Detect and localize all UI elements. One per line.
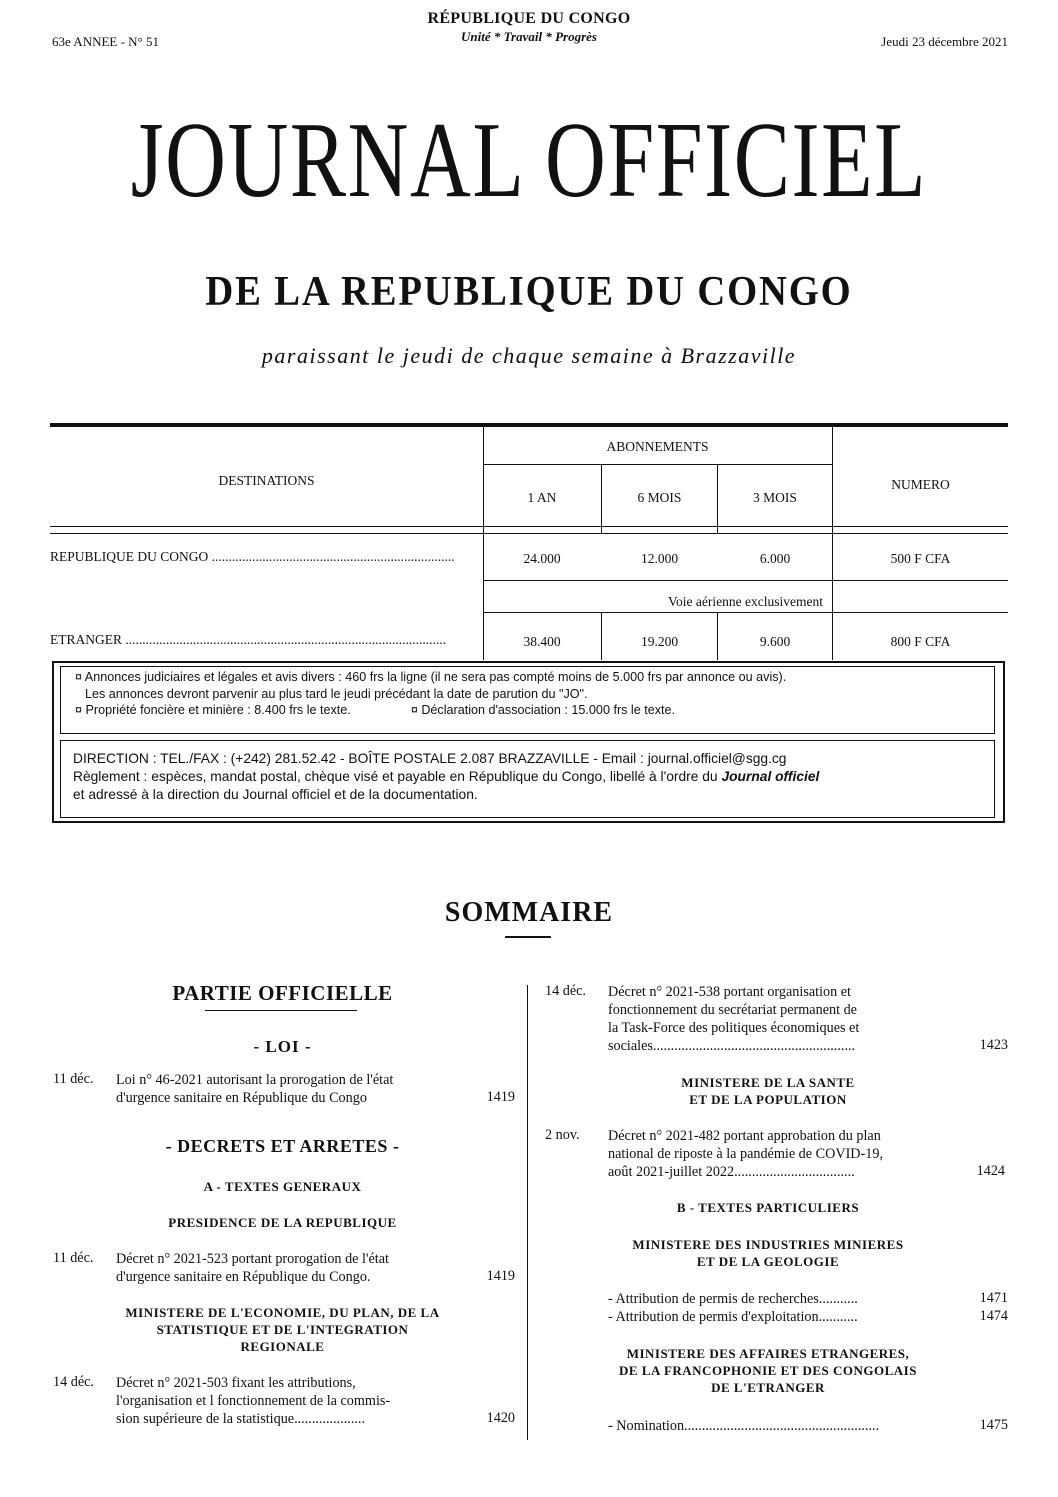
price-congo-numero: 500 F CFA	[890, 551, 951, 566]
loi-page: 1419	[486, 1089, 515, 1105]
air-note: Voie aérienne exclusivement	[668, 594, 823, 609]
price-congo-6mois: 12.000	[640, 551, 679, 566]
period-3mois: 3 MOIS	[753, 490, 797, 505]
period-1an: 1 AN	[527, 490, 557, 505]
r1-page: 1423	[979, 1037, 1008, 1053]
price-etranger-1an: 38.400	[523, 634, 561, 649]
r1-date: 14 déc.	[545, 983, 586, 999]
presidence-heading: PRESIDENCE DE LA REPUBLIQUE	[168, 1215, 397, 1230]
numero-header: NUMERO	[891, 477, 950, 492]
attr2-entry: - Attribution de permis d'exploitation...........	[608, 1309, 858, 1325]
nomination-entry: - Nomination.......................................................	[608, 1418, 880, 1434]
notice-line-3: ¤ Propriété foncière et minière : 8.400 frs le texte. ¤ Déclaration d'association : 15.000 frs le texte.	[75, 703, 676, 717]
destinations-header: DESTINATIONS	[218, 473, 315, 488]
column-divider	[527, 985, 528, 1440]
eco-page: 1420	[486, 1410, 515, 1426]
abonnements-header: ABONNEMENTS	[606, 439, 709, 454]
r2-page: 1424	[976, 1163, 1005, 1179]
textes-particuliers: B - TEXTES PARTICULIERS	[676, 1200, 860, 1215]
decrets-heading: - DECRETS ET ARRETES -	[165, 1136, 400, 1156]
notice-line-1: ¤ Annonces judiciaires et légales et avis divers : 460 frs la ligne (il ne sera pas compté moins de 5.000 frs par annonce ou avis).	[75, 670, 787, 684]
sommaire-title: SOMMAIRE	[444, 897, 614, 928]
notice-line-2: Les annonces devront parvenir au plus tard le jeudi précédant la date de parution du "JO".	[85, 686, 588, 701]
attr1-page: 1471	[979, 1290, 1008, 1306]
loi-date: 11 déc.	[53, 1071, 94, 1087]
contact-line-3: et adressé à la direction du Journal officiel et de la documentation.	[73, 787, 478, 802]
pres-date: 11 déc.	[53, 1250, 94, 1266]
loi-heading: - LOI -	[253, 1037, 312, 1056]
contact-line-2: Règlement : espèces, mandat postal, chèque visé et payable en République du Congo, libellé à l'ordre du Journal officiel	[73, 769, 820, 784]
price-etranger-numero: 800 F CFA	[890, 634, 951, 649]
min-ind-heading: MINISTERE DES INDUSTRIES MINIERES ET DE LA GEOLOGIE	[632, 1237, 904, 1269]
tagline: paraissant le jeudi de chaque semaine à Brazzaville	[261, 343, 797, 368]
min-aff-heading: MINISTERE DES AFFAIRES ETRANGERES, DE LA FRANCOPHONIE ET DES CONGOLAIS DE L'ETRANGER	[619, 1346, 917, 1395]
period-6mois: 6 MOIS	[637, 490, 682, 505]
price-etranger-6mois: 19.200	[640, 634, 679, 649]
price-congo-3mois: 6.000	[759, 551, 791, 566]
sommaire-rule	[505, 936, 551, 938]
issue-number: 63e ANNEE - N° 51	[52, 34, 160, 49]
r2-entry: Décret n° 2021-482 portant approbation du plan national de riposte à la pandémie de COVID-19, août 2021-juillet 2022..................................	[608, 1128, 883, 1180]
textes-generaux: A - TEXTES GENERAUX	[203, 1179, 362, 1194]
r1-entry: Décret n° 2021-538 portant organisation et fonctionnement du secrétariat permanent de la Task-Force des politiques économiques et sociales.........................................................	[608, 984, 860, 1054]
subscription-table	[50, 423, 1008, 660]
partie-rule	[205, 1010, 357, 1011]
loi-entry: Loi n° 46-2021 autorisant la prorogation de l'état d'urgence sanitaire en République du Congo	[116, 1072, 394, 1106]
price-congo-1an: 24.000	[523, 551, 561, 566]
partie-officielle: PARTIE OFFICIELLE	[172, 981, 393, 1005]
motto: Unité * Travail * Progrès	[460, 29, 597, 44]
nomination-page: 1475	[979, 1417, 1008, 1433]
contact-box	[60, 740, 995, 818]
issue-date: Jeudi 23 décembre 2021	[881, 34, 1008, 49]
contact-line-1: DIRECTION : TEL./FAX : (+242) 281.52.42 - BOÎTE POSTALE 2.087 BRAZZAVILLE - Email : journal.officiel@sgg.cg	[73, 751, 787, 766]
journal-subtitle: DE LA REPUBLIQUE DU CONGO	[205, 269, 853, 315]
destination-congo: REPUBLIQUE DU CONGO ........................................................................	[50, 549, 455, 564]
republic-name: RÉPUBLIQUE DU CONGO	[427, 10, 631, 27]
destination-etranger: ETRANGER ...............................................................................................	[50, 632, 446, 647]
pres-page: 1419	[486, 1268, 515, 1284]
attr1-entry: - Attribution de permis de recherches...........	[608, 1291, 858, 1307]
price-etranger-3mois: 9.600	[759, 634, 791, 649]
min-eco-heading: MINISTERE DE L'ECONOMIE, DU PLAN, DE LA STATISTIQUE ET DE L'INTEGRATION REGIONALE	[125, 1305, 440, 1354]
notices-box	[60, 666, 995, 734]
attr2-page: 1474	[979, 1308, 1008, 1324]
r2-date: 2 nov.	[545, 1127, 580, 1143]
pres-entry: Décret n° 2021-523 portant prorogation de l'état d'urgence sanitaire en République du Congo.	[116, 1251, 389, 1285]
journal-title: JOURNAL OFFICIEL	[130, 101, 928, 220]
eco-date: 14 déc.	[53, 1374, 94, 1390]
min-sante-heading: MINISTERE DE LA SANTE ET DE LA POPULATION	[681, 1075, 855, 1107]
eco-entry: Décret n° 2021-503 fixant les attributions, l'organisation et l fonctionnement de la commis- sion supérieure de la statistique....................	[116, 1375, 391, 1427]
